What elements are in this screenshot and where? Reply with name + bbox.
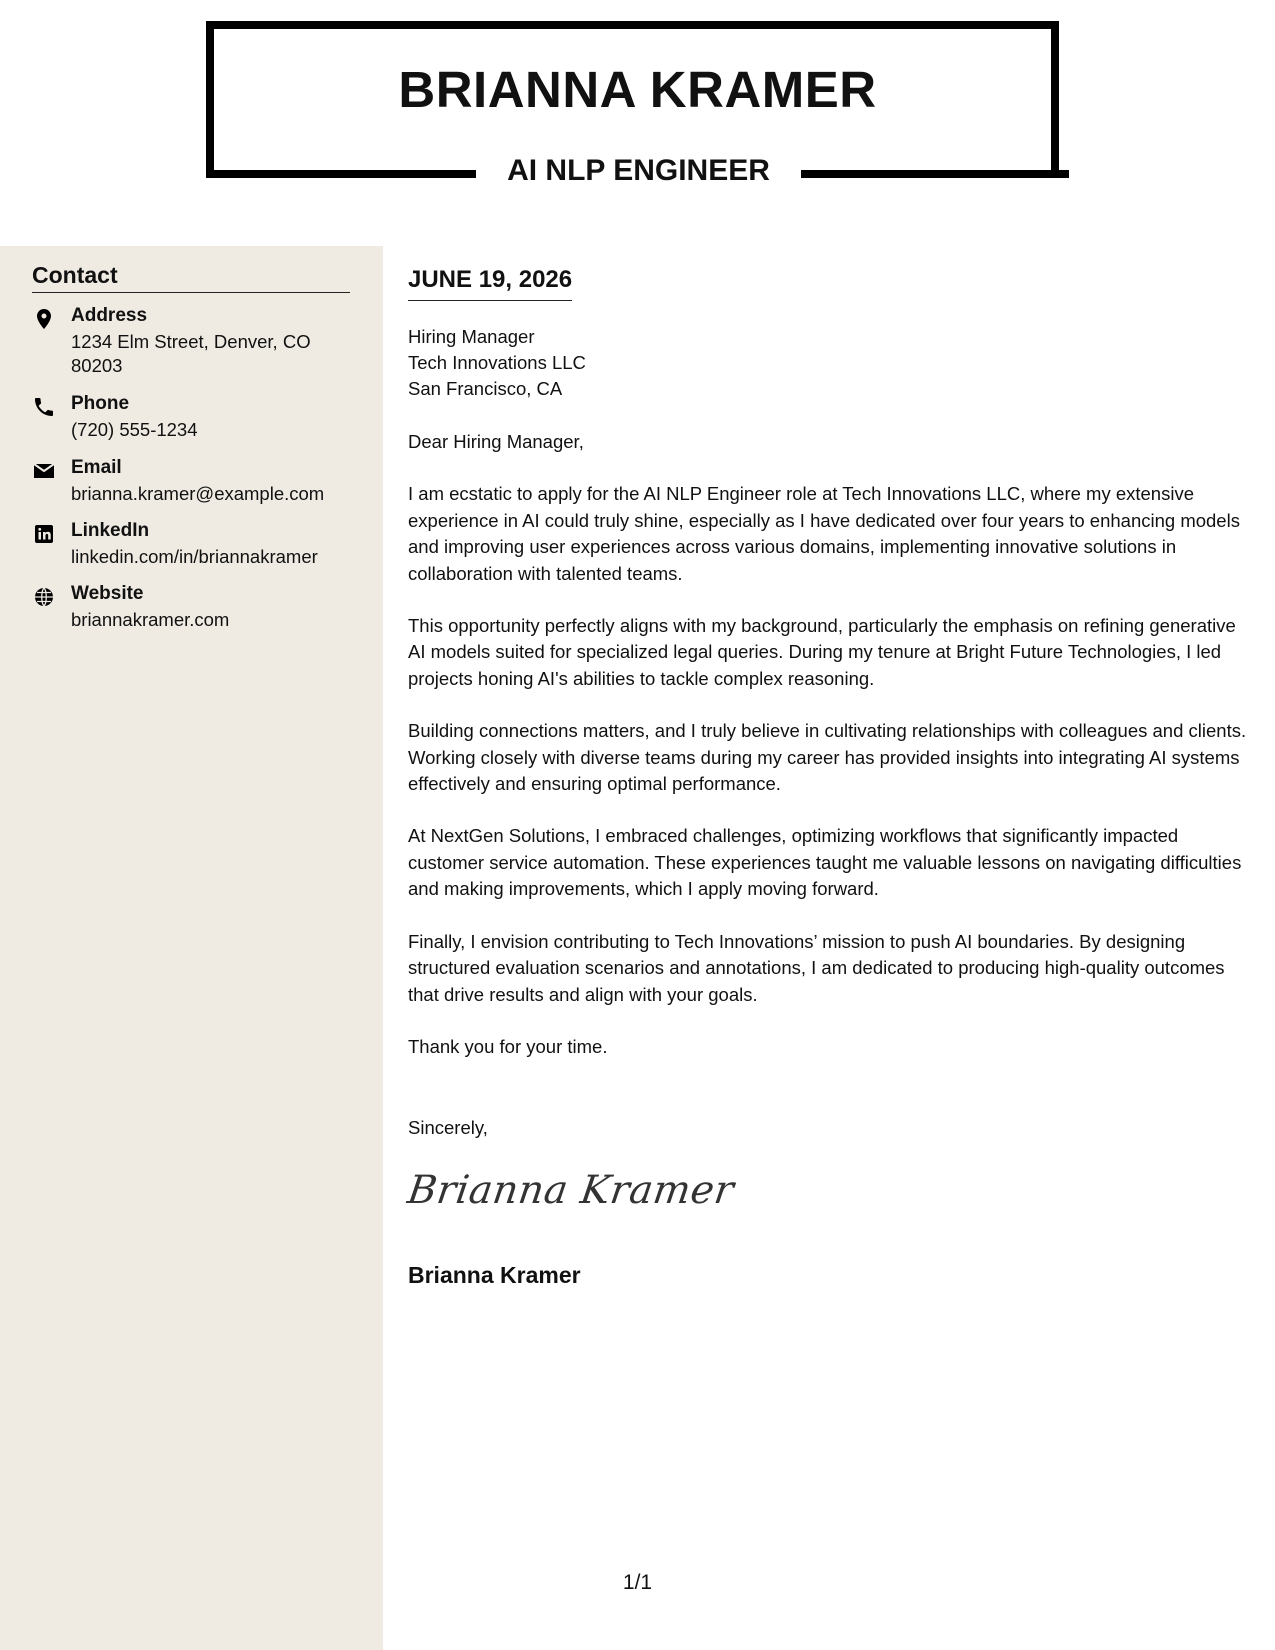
body-paragraph: At NextGen Solutions, I embraced challenges, optimizing workflows that significantly impacted customer service automation. These experiences taught me valuable lessons on navigating difficulties and making improvements, which I apply moving forward. [408, 825, 1242, 900]
recipient-block [408, 324, 586, 402]
handwritten-signature: Brianna Kramer [404, 1168, 737, 1213]
job-title: AI NLP ENGINEER [507, 154, 770, 187]
applicant-name: BRIANNA KRAMER [398, 61, 877, 118]
letter-body [408, 429, 1253, 1086]
linkedin-icon [32, 522, 56, 546]
contact-sidebar [0, 246, 383, 1650]
salutation: Dear Hiring Manager, [408, 431, 584, 452]
contact-label: LinkedIn [71, 520, 150, 541]
map-pin-icon [32, 307, 56, 331]
signer-name: Brianna Kramer [408, 1262, 581, 1288]
contact-value: linkedin.com/in/briannakramer [71, 546, 318, 567]
header-frame-bottom-left [206, 170, 476, 178]
page-number: 1/1 [622, 1571, 653, 1594]
body-paragraph: This opportunity perfectly aligns with my background, particularly the emphasis on refining generative AI models suited for specialized legal queries. During my tenure at Bright Future Technologies, I led projects honing AI's abilities to tackle complex reasoning. [408, 615, 1236, 689]
header-frame-bottom-right [801, 170, 1069, 178]
contact-value: briannakramer.com [71, 609, 230, 630]
body-paragraph: Finally, I envision contributing to Tech Innovations’ mission to push AI boundaries. By designing structured evaluation scenarios and annotations, I am dedicated to producing high-quality outcomes that drive results and align with your goals. [408, 930, 1225, 1005]
contact-label: Website [71, 583, 144, 604]
contact-label: Phone [71, 393, 130, 414]
contact-value: brianna.kramer@example.com [71, 483, 325, 504]
contact-value: (720) 555-1234 [71, 419, 198, 440]
letter-date: JUNE 19, 2026 [408, 266, 572, 301]
recipient-line: Hiring Manager [408, 326, 535, 347]
recipient-line: Tech Innovations LLC [408, 352, 586, 373]
body-paragraph: I am ecstatic to apply for the AI NLP Engineer role at Tech Innovations LLC, where my extensive experience in AI could truly shine, especially as I have dedicated over four years to enhancing models and improving user experiences across various domains, implementing innovative solutions in collaboration with talented teams. [408, 483, 1240, 584]
globe-icon [32, 585, 56, 609]
thanks-line: Thank you for your time. [408, 1035, 608, 1057]
contact-label: Email [71, 457, 122, 478]
envelope-icon [32, 459, 56, 483]
contact-label: Address [71, 305, 148, 326]
closing: Sincerely, [408, 1117, 488, 1138]
contact-value: 1234 Elm Street, Denver, CO 80203 [71, 331, 311, 376]
recipient-line: San Francisco, CA [408, 378, 563, 399]
body-paragraph: Building connections matters, and I truly believe in cultivating relationships with colleagues and clients. Working closely with diverse teams during my career has provided insights into integrating AI systems effectively and ensuring optimal performance. [408, 720, 1247, 795]
phone-icon [32, 395, 56, 419]
contact-heading: Contact [32, 262, 350, 293]
